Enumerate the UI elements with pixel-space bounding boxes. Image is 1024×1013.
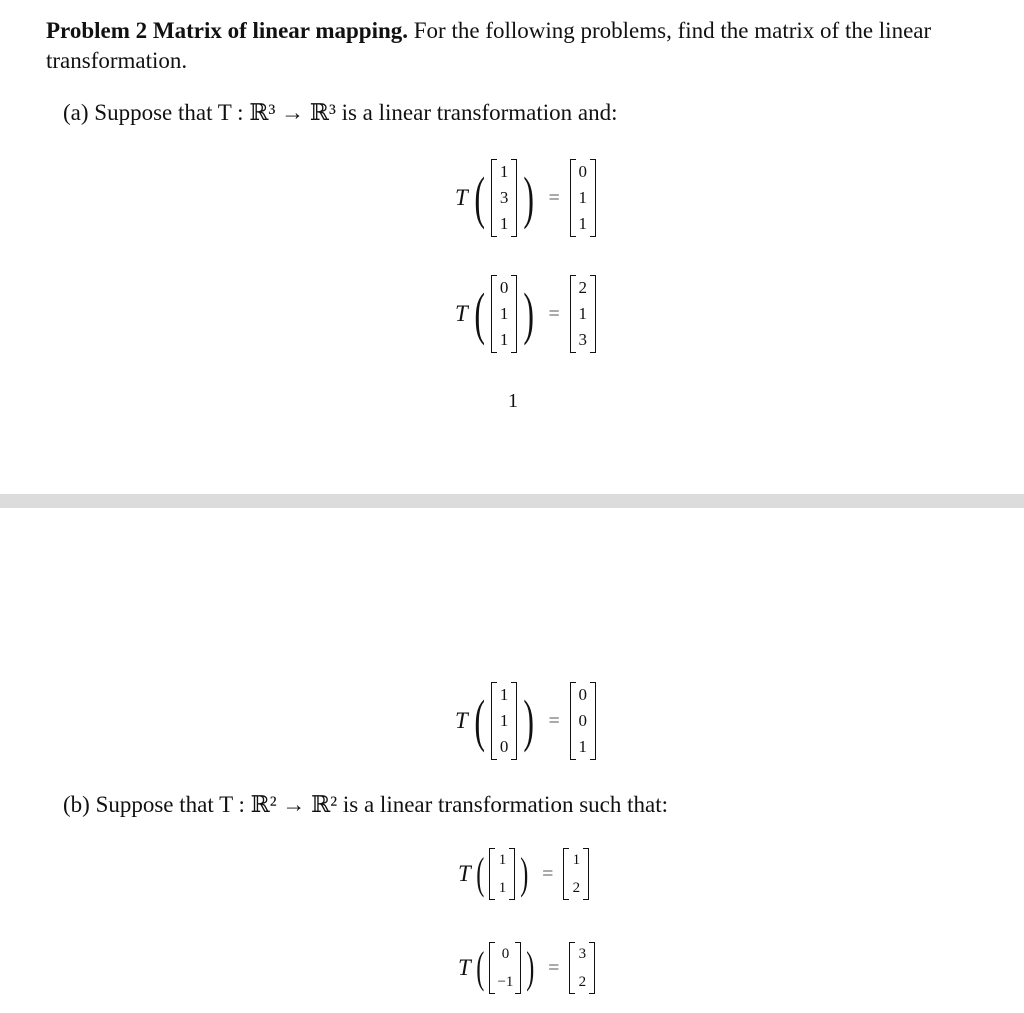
left-paren: ( [476,849,485,898]
left-paren: ( [474,688,485,753]
vector-entry: 0 [578,711,587,730]
page-bottom [0,508,1024,1013]
right-paren: ) [523,165,535,230]
right-paren: ) [520,849,529,898]
page-separator [0,494,1024,508]
right-paren: ) [523,281,535,346]
vector-entry: 0 [578,685,587,704]
part-b-intro: (b) Suppose that T : ℝ² → ℝ² is a linear transformation such that: [63,792,668,817]
vector-entry: 1 [578,737,587,756]
vector-entry: 0 [499,278,509,297]
equation-a2 [455,274,596,354]
vector-entry: 1 [499,711,509,730]
output-vector [570,682,596,760]
output-vector [569,942,595,994]
vector-entry: 1 [578,188,587,207]
map-symbol: T [455,185,468,210]
equals-sign: = [542,862,554,885]
vector-entry: 1 [499,330,509,349]
equals-sign: = [548,956,560,979]
equals-sign: = [548,709,560,732]
page-number: 1 [508,390,518,412]
left-paren: ( [476,943,485,992]
page-top [0,0,1024,494]
output-vector [563,848,589,900]
input-vector [491,275,517,353]
input-vector [491,682,517,760]
input-vector [491,159,517,237]
vector-entry: 1 [498,880,507,896]
vector-entry: 3 [578,330,587,349]
input-vector [489,942,521,994]
problem-text: For the following problems, find the matrix of the linear transformation. [46,18,932,73]
vector-entry: 1 [572,852,581,868]
equation-a1 [455,158,596,238]
output-vector [570,159,596,237]
vector-entry: 1 [499,685,509,704]
left-paren: ( [474,281,485,346]
problem-heading [46,16,991,76]
part-a-intro: (a) Suppose that T : ℝ³ → ℝ³ is a linear transformation and: [63,100,618,125]
map-symbol: T [455,301,468,326]
right-paren: ) [526,943,535,992]
input-vector [489,848,515,900]
vector-entry: 1 [498,852,507,868]
vector-entry: 1 [499,162,509,181]
vector-entry: 1 [499,214,509,233]
equals-sign: = [548,302,560,325]
map-symbol: T [458,861,471,886]
vector-entry: 1 [578,214,587,233]
right-paren: ) [523,688,535,753]
equation-a3 [455,681,596,761]
vector-entry: 0 [501,946,510,962]
vector-entry: −1 [497,974,514,990]
output-vector [570,275,596,353]
vector-entry: 3 [499,188,509,207]
vector-entry: 1 [578,304,587,323]
equation-b1 [458,847,589,901]
equals-sign: = [548,186,560,209]
left-paren: ( [474,165,485,230]
map-symbol: T [458,955,471,980]
vector-entry: 3 [578,946,587,962]
vector-entry: 2 [578,278,587,297]
vector-entry: 2 [578,974,587,990]
problem-label: Problem 2 Matrix of linear mapping. [46,18,409,43]
map-symbol: T [455,708,468,733]
vector-entry: 1 [499,304,509,323]
vector-entry: 0 [578,162,587,181]
vector-entry: 2 [572,880,581,896]
equation-b2 [458,941,595,995]
vector-entry: 0 [499,737,509,756]
